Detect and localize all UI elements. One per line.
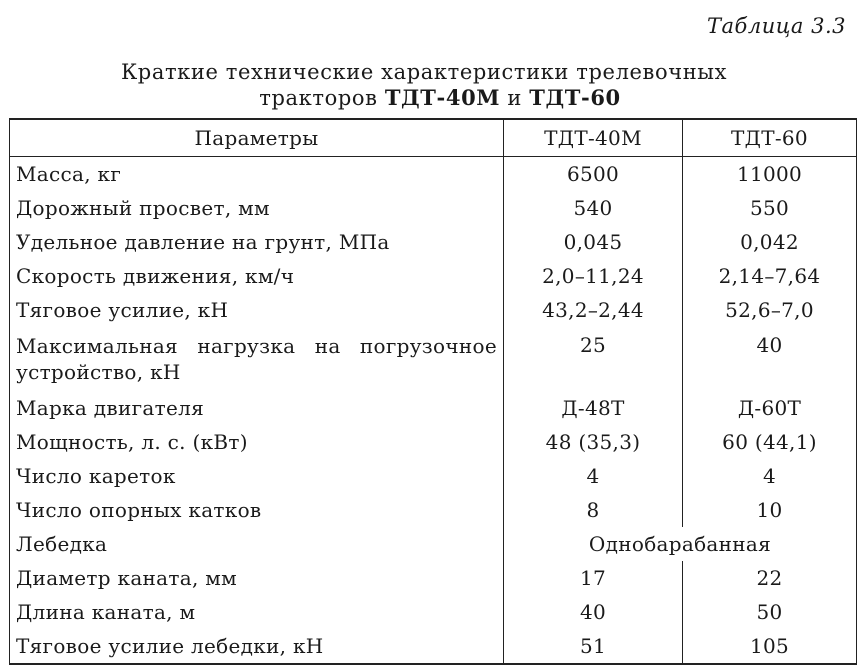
param-cell: Скорость движения, км/ч [10,259,504,293]
value-tdt-60: 2,14–7,64 [683,259,857,293]
table-row-road-wheels [10,493,857,527]
table-number-label: Таблица 3.3 [707,14,846,38]
value-tdt-40m: 540 [504,191,683,225]
value-tdt-60: 22 [683,561,857,595]
value-tdt-40m: 8 [504,493,683,527]
value-tdt-60: 52,6–7,0 [683,293,857,327]
param-cell: Мощность, л. с. (кВт) [10,425,504,459]
value-tdt-40m: 4 [504,459,683,493]
table-row-traction-force [10,293,857,327]
table-row-power [10,425,857,459]
param-cell: Масса, кг [10,157,504,192]
value-tdt-60: 550 [683,191,857,225]
value-tdt-60: 11000 [683,157,857,192]
caption-model-1: ТДТ-40М [384,85,501,110]
param-cell: Диаметр каната, мм [10,561,504,595]
value-tdt-60: Д-60Т [683,391,857,425]
table-caption-line-1: Краткие технические характеристики трелевочных [120,60,728,84]
header-parameters: Параметры [10,119,504,157]
param-cell: Тяговое усилие, кН [10,293,504,327]
caption-conjunction: и [500,86,530,110]
value-tdt-40m: 43,2–2,44 [504,293,683,327]
value-tdt-60: 60 (44,1) [683,425,857,459]
value-tdt-60: 50 [683,595,857,629]
value-tdt-40m: 17 [504,561,683,595]
param-cell: Максимальная нагрузка на погрузочное устройство, кН [10,327,504,391]
param-cell: Число кареток [10,459,504,493]
table-row-rope-diameter [10,561,857,595]
header-tdt-40m: ТДТ-40М [504,119,683,157]
table-row-engine-model [10,391,857,425]
param-cell: Тяговое усилие лебедки, кН [10,629,504,664]
table-row-winch [10,527,857,561]
table-row-winch-traction [10,629,857,664]
value-tdt-40m: 48 (35,3) [504,425,683,459]
param-cell: Длина каната, м [10,595,504,629]
value-tdt-60: 105 [683,629,857,664]
param-cell: Дорожный просвет, мм [10,191,504,225]
value-merged: Однобарабанная [504,527,857,561]
table-row-ground-pressure [10,225,857,259]
value-tdt-40m: 40 [504,595,683,629]
table-header-row [10,119,857,157]
value-tdt-40m: 25 [504,327,683,391]
value-tdt-40m: 0,045 [504,225,683,259]
specifications-table [9,118,857,665]
param-cell: Лебедка [10,527,504,561]
table-caption-line-2 [8,84,864,112]
header-tdt-60: ТДТ-60 [683,119,857,157]
value-tdt-60: 10 [683,493,857,527]
value-tdt-60: 4 [683,459,857,493]
table-row-max-load [10,327,857,391]
value-tdt-60: 40 [683,327,857,391]
table-row-speed [10,259,857,293]
caption-prefix: тракторов [259,86,385,110]
value-tdt-40m: 2,0–11,24 [504,259,683,293]
table-row-mass [10,157,857,192]
value-tdt-40m: 6500 [504,157,683,192]
table-row-rope-length [10,595,857,629]
value-tdt-40m: Д-48Т [504,391,683,425]
param-cell: Число опорных катков [10,493,504,527]
param-cell: Удельное давление на грунт, МПа [10,225,504,259]
param-cell: Марка двигателя [10,391,504,425]
caption-model-2: ТДТ-60 [529,85,621,110]
table-row-carriages [10,459,857,493]
table-row-ground-clearance [10,191,857,225]
value-tdt-40m: 51 [504,629,683,664]
value-tdt-60: 0,042 [683,225,857,259]
